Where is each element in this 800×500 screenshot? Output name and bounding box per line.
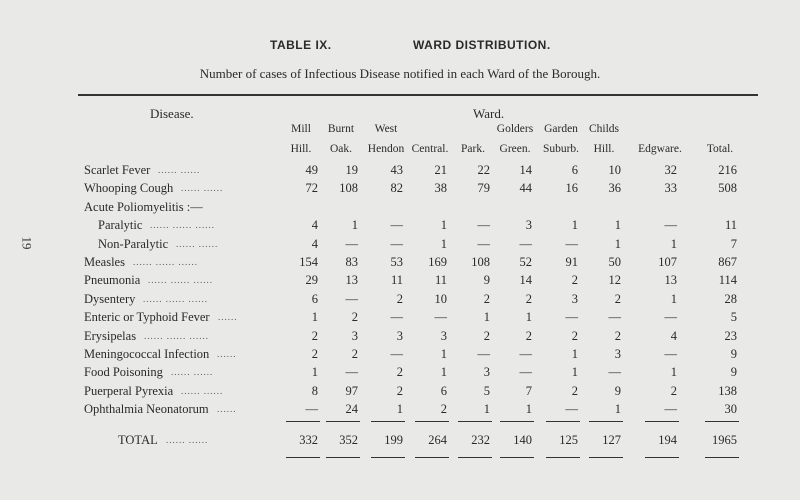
cell-value: —	[608, 365, 621, 379]
cell-value: —	[565, 237, 578, 251]
column-header	[361, 119, 411, 159]
row-label: Puerperal Pyrexia	[84, 384, 174, 398]
cell-value: 2	[483, 292, 490, 306]
cell-value: 4	[311, 237, 318, 251]
cell-value: 1	[670, 292, 677, 306]
cell-value: 2	[571, 273, 578, 287]
column-header-line2: Oak.	[329, 143, 353, 155]
column-header	[695, 119, 745, 159]
row-label: Ophthalmia Neonatorum	[84, 402, 209, 416]
cell-value: —	[519, 237, 532, 251]
row-label: Non-Paralytic	[98, 237, 169, 251]
cell-value: 1	[670, 365, 677, 379]
cell-value: 9	[730, 347, 737, 361]
cell-value: 1	[614, 218, 621, 232]
column-header-line1: West	[374, 123, 398, 135]
table-row	[0, 402, 800, 420]
cell-value: 11	[390, 273, 403, 287]
cell-value: 3	[396, 329, 403, 343]
cell-value: 352	[339, 433, 358, 447]
subtotal-rule	[286, 421, 320, 422]
subtotal-rule	[458, 421, 492, 422]
cell-value: 1	[311, 365, 318, 379]
table-row	[0, 347, 800, 365]
cell-value: —	[664, 310, 677, 324]
leader-dots: ...... ......	[181, 183, 224, 193]
table-row	[0, 255, 800, 273]
row-label: Enteric or Typhoid Fever	[84, 310, 210, 324]
column-header-line2: Green.	[499, 143, 531, 155]
cell-value: —	[565, 402, 578, 416]
column-header-line1: Mill	[291, 123, 311, 135]
cell-value: —	[519, 365, 532, 379]
cell-value: 1	[351, 218, 358, 232]
cell-value: 33	[664, 181, 677, 195]
leader-dots: ...... ......	[166, 435, 209, 445]
column-header-line2: Park.	[461, 143, 485, 155]
cell-value: 1	[440, 365, 447, 379]
cell-value: 1	[571, 365, 578, 379]
cell-value: 14	[519, 163, 532, 177]
cell-value: 72	[305, 181, 318, 195]
subtotal-rule	[705, 421, 739, 422]
subtotal-rule	[371, 421, 405, 422]
cell-value: 108	[471, 255, 490, 269]
cell-value: 28	[724, 292, 737, 306]
leader-dots: ...... ......	[176, 239, 219, 249]
cell-value: 13	[345, 273, 358, 287]
cell-value: 154	[299, 255, 318, 269]
leader-dots: ...... ......	[158, 165, 201, 175]
cell-value: 8	[311, 384, 318, 398]
cell-value: 332	[299, 433, 318, 447]
cell-value: 9	[483, 273, 490, 287]
table-number: TABLE IX.	[270, 38, 332, 52]
cell-value: 2	[311, 347, 318, 361]
row-label: Meningococcal Infection	[84, 347, 210, 361]
subtotal-rule	[326, 421, 360, 422]
cell-value: 5	[730, 310, 737, 324]
cell-value: 1	[525, 402, 532, 416]
cell-value: 53	[390, 255, 403, 269]
cell-value: —	[390, 310, 403, 324]
cell-value: 2	[396, 365, 403, 379]
cell-value: 50	[608, 255, 621, 269]
cell-value: 3	[440, 329, 447, 343]
cell-value: 1	[525, 310, 532, 324]
row-label: Acute Poliomyelitis :—	[84, 200, 203, 214]
cell-value: 13	[664, 273, 677, 287]
cell-value: 7	[525, 384, 532, 398]
cell-value: —	[664, 218, 677, 232]
cell-value: —	[664, 402, 677, 416]
cell-value: 2	[525, 292, 532, 306]
cell-value: —	[305, 402, 318, 416]
cell-value: 2	[670, 384, 677, 398]
table-row	[0, 273, 800, 291]
total-rule	[705, 457, 739, 458]
cell-value: 30	[724, 402, 737, 416]
cell-value: 1965	[712, 433, 737, 447]
column-header-line2: Hendon	[367, 143, 405, 155]
cell-value: 10	[434, 292, 447, 306]
cell-value: —	[345, 237, 358, 251]
cell-value: 1	[571, 218, 578, 232]
cell-value: 194	[658, 433, 677, 447]
cell-value: 1	[440, 347, 447, 361]
cell-value: 23	[724, 329, 737, 343]
cell-value: 44	[519, 181, 532, 195]
subtotal-rule	[645, 421, 679, 422]
column-header-line1: Golders	[496, 123, 534, 135]
cell-value: 1	[483, 402, 490, 416]
leader-dots: ...... ...... ......	[133, 257, 198, 267]
cell-value: 1	[614, 237, 621, 251]
cell-value: 6	[440, 384, 447, 398]
cell-value: 2	[614, 292, 621, 306]
table-row	[0, 292, 800, 310]
cell-value: 2	[396, 292, 403, 306]
column-header-line2: Hill.	[290, 143, 312, 155]
row-label: TOTAL	[118, 433, 158, 447]
cell-value: —	[608, 310, 621, 324]
leader-dots: ......	[218, 312, 238, 322]
cell-value: 232	[471, 433, 490, 447]
cell-value: —	[477, 347, 490, 361]
cell-value: 2	[614, 329, 621, 343]
table-row	[0, 384, 800, 402]
cell-value: 6	[311, 292, 318, 306]
total-rule	[500, 457, 534, 458]
cell-value: 108	[339, 181, 358, 195]
column-header	[490, 119, 540, 159]
cell-value: 79	[477, 181, 490, 195]
cell-value: 3	[571, 292, 578, 306]
column-header-line1: Childs	[588, 123, 620, 135]
cell-value: 169	[428, 255, 447, 269]
row-label: Dysentery	[84, 292, 136, 306]
cell-value: 43	[390, 163, 403, 177]
table-row	[0, 329, 800, 347]
table-row	[0, 365, 800, 383]
leader-dots: ...... ......	[171, 367, 214, 377]
cell-value: 138	[718, 384, 737, 398]
table-heading: WARD DISTRIBUTION.	[413, 38, 551, 52]
page-number: 19	[19, 236, 35, 250]
total-rule	[645, 457, 679, 458]
cell-value: —	[477, 218, 490, 232]
cell-value: 19	[345, 163, 358, 177]
cell-value: 9	[614, 384, 621, 398]
cell-value: 91	[565, 255, 578, 269]
leader-dots: ...... ...... ......	[143, 294, 208, 304]
ward-header: Ward.	[473, 106, 505, 121]
cell-value: 2	[483, 329, 490, 343]
cell-value: 4	[670, 329, 677, 343]
row-label: Food Poisoning	[84, 365, 163, 379]
cell-value: —	[345, 292, 358, 306]
total-rule	[546, 457, 580, 458]
cell-value: 1	[571, 347, 578, 361]
cell-value: 52	[519, 255, 532, 269]
cell-value: 4	[311, 218, 318, 232]
total-rule	[371, 457, 405, 458]
total-rule	[458, 457, 492, 458]
leader-dots: ......	[217, 349, 237, 359]
column-header	[579, 119, 629, 159]
cell-value: 125	[559, 433, 578, 447]
cell-value: 22	[477, 163, 490, 177]
cell-value: 9	[730, 365, 737, 379]
row-label: Whooping Cough	[84, 181, 174, 195]
cell-value: 97	[345, 384, 358, 398]
cell-value: 1	[440, 218, 447, 232]
row-label: Paralytic	[98, 218, 143, 232]
leader-dots: ...... ...... ......	[144, 331, 209, 341]
cell-value: 2	[525, 329, 532, 343]
cell-value: 2	[440, 402, 447, 416]
leader-dots: ...... ...... ......	[148, 275, 213, 285]
cell-value: 199	[384, 433, 403, 447]
table-row	[0, 163, 800, 181]
table-row	[0, 181, 800, 199]
cell-value: —	[519, 347, 532, 361]
cell-value: 2	[351, 310, 358, 324]
cell-value: 264	[428, 433, 447, 447]
column-header	[316, 119, 366, 159]
cell-value: 1	[483, 310, 490, 324]
cell-value: 2	[311, 329, 318, 343]
cell-value: 1	[311, 310, 318, 324]
subtotal-rule	[589, 421, 623, 422]
column-header	[635, 119, 685, 159]
cell-value: —	[390, 347, 403, 361]
cell-value: 107	[658, 255, 677, 269]
cell-value: 3	[351, 329, 358, 343]
row-label: Pneumonia	[84, 273, 141, 287]
row-label: Measles	[84, 255, 125, 269]
column-header-line1: Burnt	[327, 123, 355, 135]
top-rule	[78, 94, 758, 96]
subtotal-rule	[415, 421, 449, 422]
cell-value: 5	[483, 384, 490, 398]
cell-value: 29	[305, 273, 318, 287]
total-rule	[286, 457, 320, 458]
cell-value: 140	[513, 433, 532, 447]
column-header-line2: Suburb.	[542, 143, 580, 155]
cell-value: 2	[571, 384, 578, 398]
subtotal-rule	[500, 421, 534, 422]
cell-value: 11	[434, 273, 447, 287]
cell-value: —	[565, 310, 578, 324]
cell-value: 3	[483, 365, 490, 379]
table-row	[0, 310, 800, 328]
cell-value: 14	[519, 273, 532, 287]
cell-value: 3	[525, 218, 532, 232]
table-subtitle: Number of cases of Infectious Disease notified in each Ward of the Borough.	[199, 66, 601, 81]
cell-value: 127	[602, 433, 621, 447]
cell-value: 10	[608, 163, 621, 177]
column-header-line2: Total.	[706, 143, 734, 155]
cell-value: 1	[440, 237, 447, 251]
cell-value: 49	[305, 163, 318, 177]
cell-value: 11	[724, 218, 737, 232]
cell-value: 2	[571, 329, 578, 343]
cell-value: 32	[664, 163, 677, 177]
cell-value: 83	[345, 255, 358, 269]
leader-dots: ...... ......	[181, 386, 224, 396]
cell-value: —	[390, 218, 403, 232]
table-row	[0, 200, 800, 218]
column-header-line2: Edgware.	[638, 143, 682, 155]
subtotal-rule	[546, 421, 580, 422]
cell-value: 24	[345, 402, 358, 416]
column-header-line2: Central.	[411, 143, 449, 155]
cell-value: —	[390, 237, 403, 251]
cell-value: 2	[396, 384, 403, 398]
cell-value: 1	[614, 402, 621, 416]
column-header-line2: Hill.	[593, 143, 615, 155]
row-label: Erysipelas	[84, 329, 137, 343]
cell-value: 1	[396, 402, 403, 416]
leader-dots: ......	[217, 404, 237, 414]
table-row	[0, 237, 800, 255]
cell-value: —	[434, 310, 447, 324]
cell-value: 3	[614, 347, 621, 361]
column-header-line1: Garden	[544, 123, 578, 135]
cell-value: 12	[608, 273, 621, 287]
column-header-line1	[635, 119, 685, 139]
column-header-line1	[695, 119, 745, 139]
row-label: Scarlet Fever	[84, 163, 151, 177]
cell-value: —	[664, 347, 677, 361]
cell-value: 82	[390, 181, 403, 195]
total-rule	[326, 457, 360, 458]
cell-value: 16	[565, 181, 578, 195]
leader-dots: ...... ...... ......	[150, 220, 215, 230]
cell-value: 114	[718, 273, 737, 287]
cell-value: 867	[718, 255, 737, 269]
disease-header: Disease.	[150, 106, 194, 121]
cell-value: 1	[670, 237, 677, 251]
total-row	[0, 433, 800, 451]
cell-value: 21	[434, 163, 447, 177]
cell-value: 7	[730, 237, 737, 251]
cell-value: 508	[718, 181, 737, 195]
table-row	[0, 218, 800, 236]
cell-value: —	[345, 365, 358, 379]
cell-value: 36	[608, 181, 621, 195]
cell-value: 6	[571, 163, 578, 177]
cell-value: 2	[351, 347, 358, 361]
total-rule	[415, 457, 449, 458]
cell-value: —	[477, 237, 490, 251]
cell-value: 216	[718, 163, 737, 177]
total-rule	[589, 457, 623, 458]
cell-value: 38	[434, 181, 447, 195]
